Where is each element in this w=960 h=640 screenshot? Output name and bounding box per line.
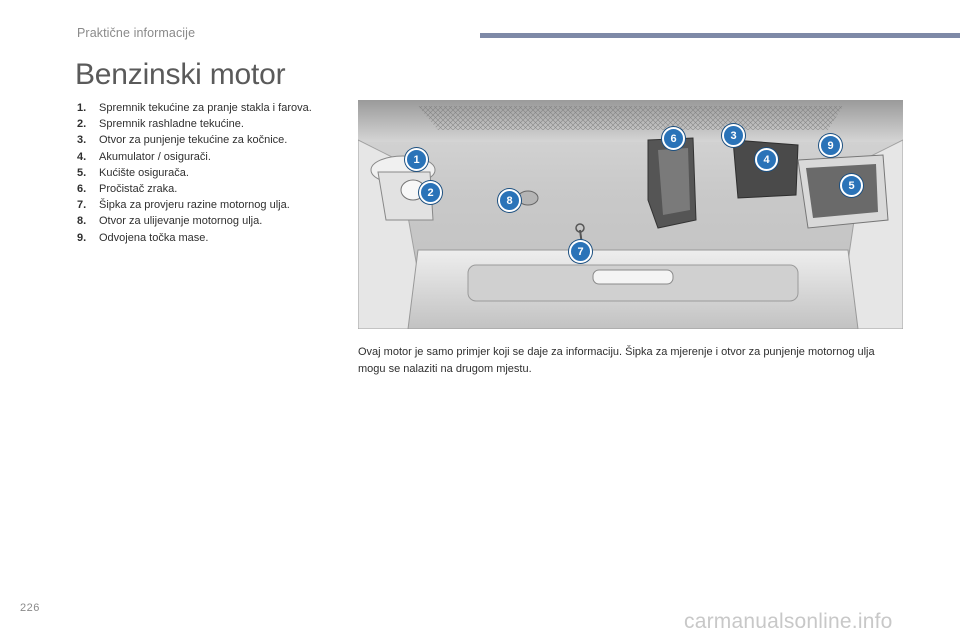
legend-item <box>77 197 327 213</box>
engine-bay-drawing <box>358 100 903 329</box>
callout-badge-8: 8 <box>498 189 521 212</box>
legend-text: Spremnik tekućine za pranje stakla i farova. <box>99 102 312 114</box>
legend-text: Kućište osigurača. <box>99 166 189 179</box>
legend-text: Šipka za provjeru razine motornog ulja. <box>99 199 290 212</box>
legend-item <box>77 116 327 132</box>
callout-badge-6: 6 <box>662 127 685 150</box>
legend-text: Pročistač zraka. <box>99 183 178 196</box>
legend-number: 3. <box>77 134 87 147</box>
legend-text: Otvor za ulijevanje motornog ulja. <box>99 215 263 228</box>
legend-number: 6. <box>77 183 87 196</box>
legend-number: 4. <box>77 150 87 163</box>
callout-badge-5: 5 <box>840 174 863 197</box>
legend-item <box>77 213 327 229</box>
engine-bay-illustration <box>358 100 903 329</box>
legend-item <box>77 165 327 181</box>
figure-caption: Ovaj motor je samo primjer koji se daje za informaciju. Šipka za mjerenje i otvor za punjenje motornog ulja mogu se nalaziti na drugom mjestu. <box>358 346 875 375</box>
legend-number: 2. <box>77 118 87 131</box>
callout-badge-2: 2 <box>419 181 442 204</box>
watermark: carmanualsonline.info <box>684 610 893 633</box>
legend-item <box>77 181 327 197</box>
callout-badge-3: 3 <box>722 124 745 147</box>
callout-badge-7: 7 <box>569 240 592 263</box>
legend-text: Otvor za punjenje tekućine za kočnice. <box>99 134 288 147</box>
legend-item <box>77 100 327 116</box>
legend-text: Odvojena točka mase. <box>99 231 209 244</box>
page-number: 226 <box>20 602 40 614</box>
legend-number: 1. <box>77 102 87 114</box>
header-bar <box>480 33 960 38</box>
callout-badge-9: 9 <box>819 134 842 157</box>
component-legend <box>77 100 327 246</box>
callout-badge-4: 4 <box>755 148 778 171</box>
legend-item <box>77 132 327 148</box>
legend-number: 5. <box>77 166 87 179</box>
legend-item <box>77 230 327 246</box>
legend-number: 8. <box>77 215 87 228</box>
legend-number: 7. <box>77 199 87 212</box>
legend-text: Spremnik rashladne tekućine. <box>99 118 244 131</box>
legend-item <box>77 149 327 165</box>
page-title: Benzinski motor <box>75 58 286 91</box>
legend-number: 9. <box>77 231 87 244</box>
legend-text: Akumulator / osigurači. <box>99 150 211 163</box>
section-label: Praktične informacije <box>77 26 196 40</box>
callout-badge-1: 1 <box>405 148 428 171</box>
